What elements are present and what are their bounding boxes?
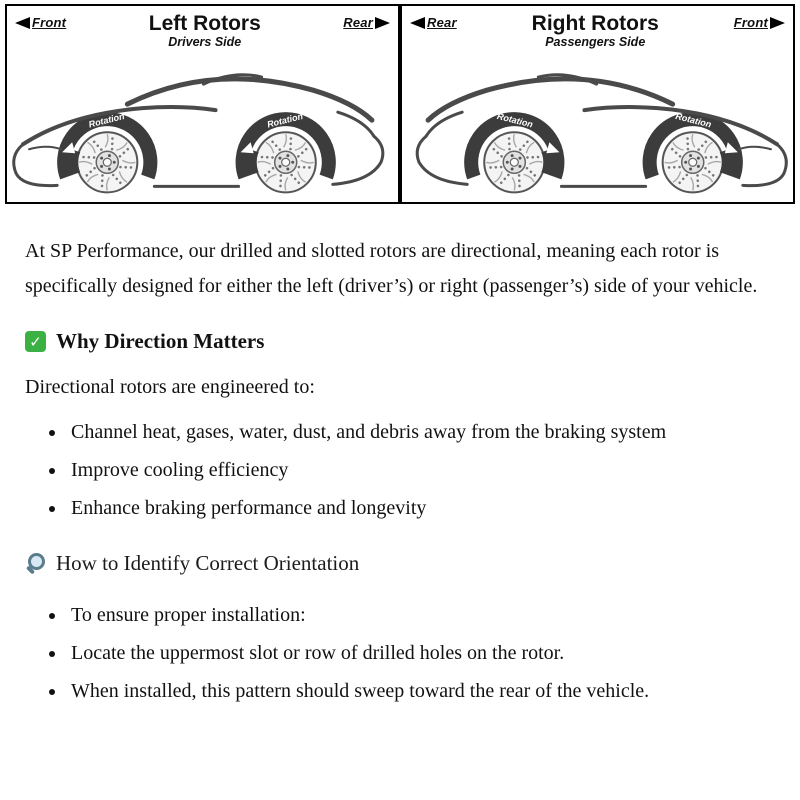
right-panel-titles — [532, 12, 659, 50]
panel-subtitle: Passengers Side — [545, 35, 646, 50]
left-rotors-panel — [5, 4, 400, 204]
rotation-text: Rotation — [266, 110, 304, 130]
why-lead: Directional rotors are engineered to: — [25, 376, 315, 398]
identify-orientation-heading — [25, 551, 775, 576]
right-arrow-icon — [375, 17, 390, 29]
panel-subtitle: Drivers Side — [168, 35, 242, 50]
right-rotors-panel — [400, 4, 795, 204]
left-panel-header — [7, 6, 398, 50]
article-content — [0, 214, 800, 760]
why-direction-matters-heading — [25, 329, 775, 354]
car-illustration-passengers-side — [402, 50, 793, 202]
left-panel-titles — [149, 12, 261, 50]
rotation-text: Rotation — [87, 110, 126, 130]
list-item: • Improve cooling efficiency — [67, 453, 775, 487]
list-item: • Locate the uppermost slot or row of drilled holes on the rotor. — [67, 636, 775, 670]
front-direction-label: Front — [734, 15, 785, 30]
rear-direction-label: Rear — [410, 15, 457, 30]
heading-text: Why Direction Matters — [56, 329, 265, 353]
left-arrow-icon — [410, 17, 425, 29]
list-item: • To ensure proper installation: — [67, 598, 775, 632]
list-item: • When installed, this pattern should sweep toward the rear of the vehicle. — [67, 674, 775, 708]
check-icon: ✓ — [25, 331, 46, 352]
left-arrow-icon — [15, 17, 30, 29]
why-bullet-list — [25, 415, 775, 525]
rotation-text: Rotation — [674, 110, 713, 130]
right-panel-header — [402, 6, 793, 50]
rotation-text: Rotation — [496, 110, 534, 130]
rear-direction-label: Rear — [343, 15, 390, 30]
heading-text: How to Identify Correct Orientation — [56, 551, 360, 575]
right-arrow-icon — [770, 17, 785, 29]
list-item: • Channel heat, gases, water, dust, and debris away from the braking system — [67, 415, 775, 449]
rotor-direction-diagram — [5, 4, 795, 204]
identify-bullet-list — [25, 598, 775, 708]
panel-title: Left Rotors — [148, 12, 261, 35]
car-illustration-drivers-side — [7, 50, 398, 202]
list-item: • Enhance braking performance and longevity — [67, 491, 775, 525]
intro-paragraph: At SP Performance, our drilled and slotted rotors are directional, meaning each rotor is specifically designed for either the left (driver’s) or right (passenger’s) side of your vehicle. — [25, 240, 758, 297]
panel-title: Right Rotors — [531, 12, 659, 35]
magnifier-icon — [25, 553, 46, 574]
front-direction-label: Front — [15, 15, 66, 30]
